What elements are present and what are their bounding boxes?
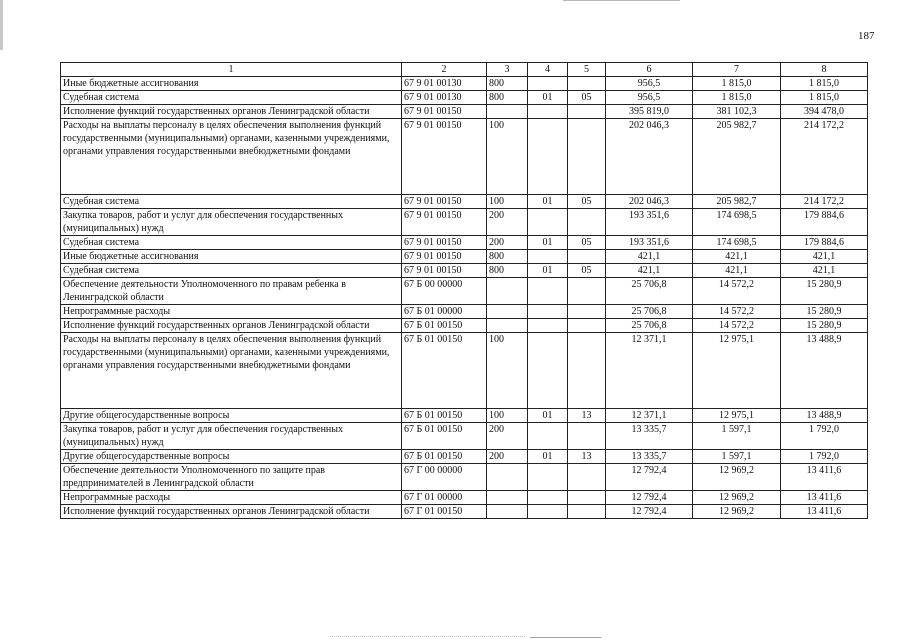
subsection-cell: [568, 278, 606, 305]
row-name-cell: Судебная система: [61, 264, 402, 278]
row-name-cell: Обеспечение деятельности Уполномоченного по защите прав предпринимателей в Ленинградской области: [61, 464, 402, 491]
amount-col8-cell: 1 792,0: [781, 423, 868, 450]
amount-col8-cell: 13 411,6: [781, 491, 868, 505]
amount-col6-cell: 193 351,6: [606, 209, 693, 236]
target-code-cell: 67 Б 01 00150: [402, 423, 487, 450]
amount-col8-cell: 179 884,6: [781, 236, 868, 250]
table-row: [61, 77, 868, 91]
expense-type-cell: 800: [487, 250, 528, 264]
row-name-cell: Расходы на выплаты персоналу в целях обеспечения выполнения функций государственными (муниципальными) органами, казенными учреждениями, органами управления государственными внебюджетными фондами: [61, 119, 402, 195]
amount-col8-cell: 13 488,9: [781, 409, 868, 423]
subsection-cell: 05: [568, 264, 606, 278]
subsection-cell: 05: [568, 91, 606, 105]
table-row: [61, 209, 868, 236]
row-name-cell: Закупка товаров, работ и услуг для обеспечения государственных (муниципальных) нужд: [61, 423, 402, 450]
table-row: [61, 319, 868, 333]
expense-type-cell: 100: [487, 409, 528, 423]
section-cell: [528, 333, 568, 409]
amount-col8-cell: 13 411,6: [781, 464, 868, 491]
subsection-cell: [568, 209, 606, 236]
amount-col8-cell: 421,1: [781, 250, 868, 264]
target-code-cell: 67 9 01 00150: [402, 105, 487, 119]
amount-col6-cell: 13 335,7: [606, 423, 693, 450]
table-row: [61, 505, 868, 519]
row-name-cell: Другие общегосударственные вопросы: [61, 409, 402, 423]
section-cell: 01: [528, 195, 568, 209]
column-header: 8: [781, 63, 868, 77]
amount-col6-cell: 956,5: [606, 77, 693, 91]
amount-col6-cell: 395 819,0: [606, 105, 693, 119]
amount-col6-cell: 25 706,8: [606, 319, 693, 333]
amount-col6-cell: 956,5: [606, 91, 693, 105]
section-cell: [528, 119, 568, 195]
table-row: [61, 250, 868, 264]
subsection-cell: 13: [568, 409, 606, 423]
amount-col8-cell: 15 280,9: [781, 305, 868, 319]
subsection-cell: [568, 333, 606, 409]
expense-type-cell: 200: [487, 423, 528, 450]
subsection-cell: [568, 305, 606, 319]
column-header: 3: [487, 63, 528, 77]
target-code-cell: 67 9 01 00150: [402, 195, 487, 209]
section-cell: [528, 77, 568, 91]
page-number: 187: [858, 30, 875, 42]
target-code-cell: 67 9 01 00130: [402, 91, 487, 105]
target-code-cell: 67 9 01 00150: [402, 250, 487, 264]
table-row: [61, 450, 868, 464]
expense-type-cell: [487, 305, 528, 319]
expense-type-cell: 200: [487, 209, 528, 236]
row-name-cell: Обеспечение деятельности Уполномоченного по правам ребенка в Ленинградской области: [61, 278, 402, 305]
amount-col7-cell: 12 969,2: [693, 505, 781, 519]
row-name-cell: Непрограммные расходы: [61, 491, 402, 505]
column-header: 2: [402, 63, 487, 77]
subsection-cell: [568, 464, 606, 491]
section-cell: [528, 464, 568, 491]
section-cell: [528, 105, 568, 119]
amount-col7-cell: 421,1: [693, 250, 781, 264]
target-code-cell: 67 Б 01 00150: [402, 333, 487, 409]
expense-type-cell: [487, 505, 528, 519]
amount-col7-cell: 1 597,1: [693, 423, 781, 450]
amount-col8-cell: 15 280,9: [781, 278, 868, 305]
amount-col8-cell: 15 280,9: [781, 319, 868, 333]
section-cell: [528, 319, 568, 333]
amount-col7-cell: 1 815,0: [693, 77, 781, 91]
expense-type-cell: [487, 105, 528, 119]
amount-col7-cell: 421,1: [693, 264, 781, 278]
section-cell: [528, 423, 568, 450]
target-code-cell: 67 Б 01 00150: [402, 409, 487, 423]
left-edge-mark: [0, 0, 3, 50]
target-code-cell: 67 Б 01 00150: [402, 319, 487, 333]
subsection-cell: [568, 77, 606, 91]
amount-col6-cell: 421,1: [606, 264, 693, 278]
header-row: [61, 63, 868, 77]
amount-col6-cell: 421,1: [606, 250, 693, 264]
table-row: [61, 91, 868, 105]
table-row: [61, 333, 868, 409]
table-row: [61, 423, 868, 450]
amount-col8-cell: 1 815,0: [781, 91, 868, 105]
target-code-cell: 67 9 01 00150: [402, 236, 487, 250]
column-header: 4: [528, 63, 568, 77]
expense-type-cell: 100: [487, 195, 528, 209]
subsection-cell: [568, 105, 606, 119]
row-name-cell: Другие общегосударственные вопросы: [61, 450, 402, 464]
subsection-cell: 05: [568, 236, 606, 250]
amount-col7-cell: 381 102,3: [693, 105, 781, 119]
target-code-cell: 67 Г 00 00000: [402, 464, 487, 491]
row-name-cell: Судебная система: [61, 91, 402, 105]
amount-col7-cell: 14 572,2: [693, 305, 781, 319]
row-name-cell: Расходы на выплаты персоналу в целях обеспечения выполнения функций государственными (муниципальными) органами, казенными учреждениями, органами управления государственными внебюджетными фондами: [61, 333, 402, 409]
target-code-cell: 67 Г 01 00000: [402, 491, 487, 505]
amount-col8-cell: 214 172,2: [781, 119, 868, 195]
table-row: [61, 491, 868, 505]
row-name-cell: Иные бюджетные ассигнования: [61, 250, 402, 264]
section-cell: 01: [528, 264, 568, 278]
bottom-rule: [530, 637, 601, 638]
table-body: [61, 77, 868, 519]
row-name-cell: Иные бюджетные ассигнования: [61, 77, 402, 91]
amount-col8-cell: 13 411,6: [781, 505, 868, 519]
table-row: [61, 119, 868, 195]
amount-col6-cell: 25 706,8: [606, 305, 693, 319]
row-name-cell: Исполнение функций государственных органов Ленинградской области: [61, 105, 402, 119]
amount-col6-cell: 12 792,4: [606, 491, 693, 505]
subsection-cell: 13: [568, 450, 606, 464]
expense-type-cell: [487, 278, 528, 305]
section-cell: 01: [528, 91, 568, 105]
amount-col8-cell: 394 478,0: [781, 105, 868, 119]
expense-type-cell: 800: [487, 91, 528, 105]
section-cell: 01: [528, 236, 568, 250]
column-header: 6: [606, 63, 693, 77]
expense-type-cell: 100: [487, 333, 528, 409]
amount-col7-cell: 1 815,0: [693, 91, 781, 105]
target-code-cell: 67 Б 01 00150: [402, 450, 487, 464]
target-code-cell: 67 9 01 00130: [402, 77, 487, 91]
section-cell: [528, 305, 568, 319]
column-header: 1: [61, 63, 402, 77]
section-cell: 01: [528, 409, 568, 423]
subsection-cell: [568, 423, 606, 450]
subsection-cell: [568, 505, 606, 519]
amount-col8-cell: 13 488,9: [781, 333, 868, 409]
expense-type-cell: 100: [487, 119, 528, 195]
target-code-cell: 67 Б 01 00000: [402, 305, 487, 319]
target-code-cell: 67 Г 01 00150: [402, 505, 487, 519]
subsection-cell: [568, 119, 606, 195]
column-header: 5: [568, 63, 606, 77]
target-code-cell: 67 9 01 00150: [402, 209, 487, 236]
amount-col6-cell: 193 351,6: [606, 236, 693, 250]
row-name-cell: Закупка товаров, работ и услуг для обеспечения государственных (муниципальных) нужд: [61, 209, 402, 236]
section-cell: [528, 491, 568, 505]
amount-col7-cell: 205 982,7: [693, 195, 781, 209]
row-name-cell: Судебная система: [61, 236, 402, 250]
expense-type-cell: [487, 464, 528, 491]
top-rule: [563, 0, 680, 1]
expense-type-cell: [487, 319, 528, 333]
amount-col7-cell: 14 572,2: [693, 319, 781, 333]
row-name-cell: Исполнение функций государственных органов Ленинградской области: [61, 505, 402, 519]
expense-type-cell: 200: [487, 450, 528, 464]
column-header: 7: [693, 63, 781, 77]
table-row: [61, 305, 868, 319]
amount-col7-cell: 12 969,2: [693, 491, 781, 505]
expense-type-cell: 200: [487, 236, 528, 250]
amount-col7-cell: 1 597,1: [693, 450, 781, 464]
table-row: [61, 195, 868, 209]
amount-col7-cell: 12 975,1: [693, 409, 781, 423]
subsection-cell: [568, 250, 606, 264]
table-row: [61, 236, 868, 250]
amount-col8-cell: 1 792,0: [781, 450, 868, 464]
section-cell: [528, 250, 568, 264]
section-cell: [528, 505, 568, 519]
table-row: [61, 105, 868, 119]
row-name-cell: Исполнение функций государственных органов Ленинградской области: [61, 319, 402, 333]
amount-col6-cell: 202 046,3: [606, 119, 693, 195]
amount-col6-cell: 12 371,1: [606, 409, 693, 423]
amount-col6-cell: 12 371,1: [606, 333, 693, 409]
amount-col7-cell: 174 698,5: [693, 209, 781, 236]
subsection-cell: [568, 491, 606, 505]
expense-type-cell: [487, 491, 528, 505]
amount-col8-cell: 179 884,6: [781, 209, 868, 236]
amount-col6-cell: 12 792,4: [606, 464, 693, 491]
section-cell: [528, 278, 568, 305]
expense-type-cell: 800: [487, 264, 528, 278]
row-name-cell: Судебная система: [61, 195, 402, 209]
amount-col8-cell: 214 172,2: [781, 195, 868, 209]
amount-col8-cell: 1 815,0: [781, 77, 868, 91]
target-code-cell: 67 9 01 00150: [402, 264, 487, 278]
row-name-cell: Непрограммные расходы: [61, 305, 402, 319]
amount-col7-cell: 14 572,2: [693, 278, 781, 305]
table-row: [61, 409, 868, 423]
section-cell: [528, 209, 568, 236]
table-row: [61, 278, 868, 305]
amount-col7-cell: 12 975,1: [693, 333, 781, 409]
subsection-cell: [568, 319, 606, 333]
amount-col7-cell: 174 698,5: [693, 236, 781, 250]
amount-col8-cell: 421,1: [781, 264, 868, 278]
budget-table: [60, 62, 868, 519]
amount-col6-cell: 12 792,4: [606, 505, 693, 519]
table-row: [61, 464, 868, 491]
table-row: [61, 264, 868, 278]
bottom-dotted-line: [330, 636, 525, 638]
subsection-cell: 05: [568, 195, 606, 209]
section-cell: 01: [528, 450, 568, 464]
expense-type-cell: 800: [487, 77, 528, 91]
amount-col6-cell: 13 335,7: [606, 450, 693, 464]
amount-col7-cell: 205 982,7: [693, 119, 781, 195]
amount-col6-cell: 202 046,3: [606, 195, 693, 209]
target-code-cell: 67 Б 00 00000: [402, 278, 487, 305]
amount-col6-cell: 25 706,8: [606, 278, 693, 305]
amount-col7-cell: 12 969,2: [693, 464, 781, 491]
target-code-cell: 67 9 01 00150: [402, 119, 487, 195]
